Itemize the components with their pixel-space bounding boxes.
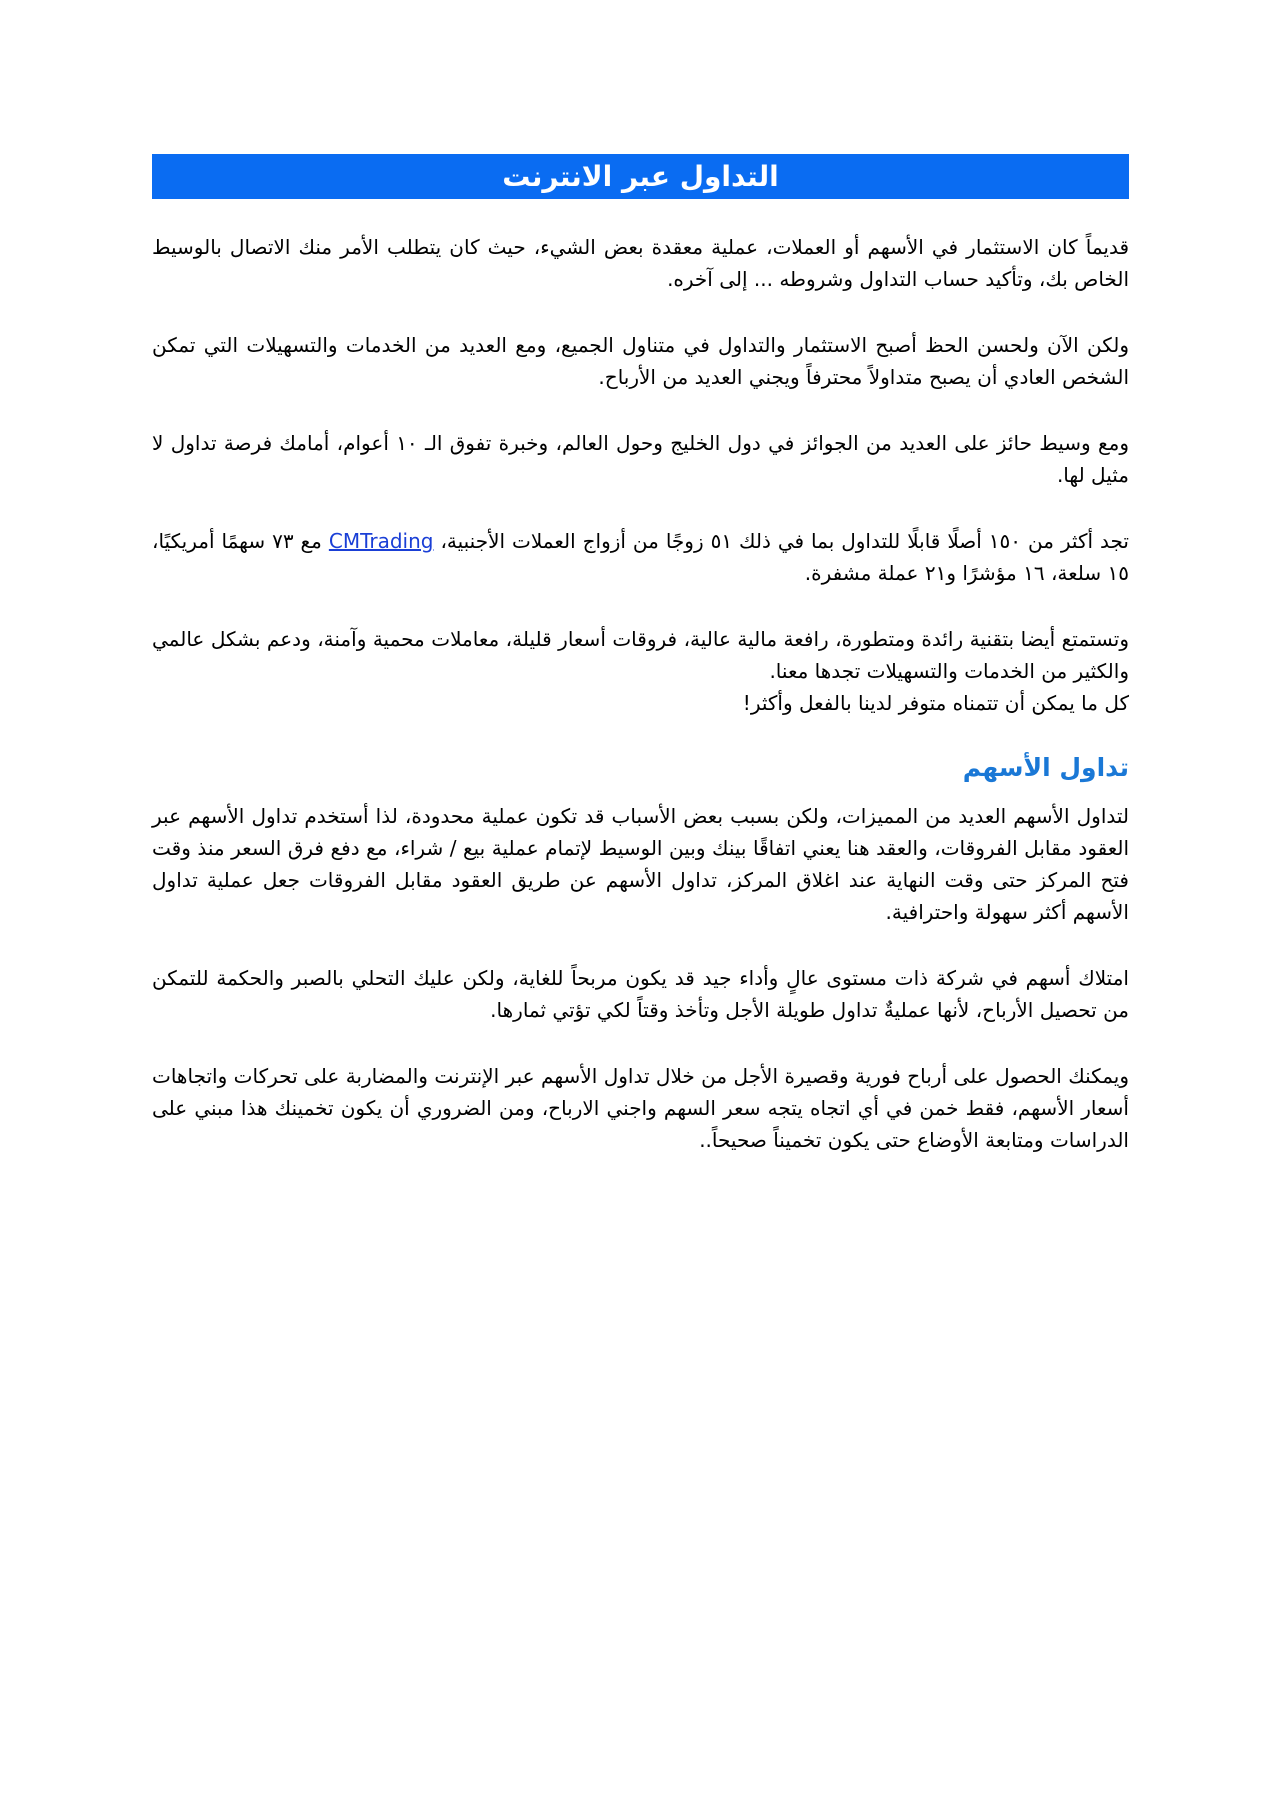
document-title: التداول عبر الانترنت [502,160,779,193]
document-page [152,154,1129,1156]
section-heading-stock-trading: تداول الأسهم [962,753,1129,782]
cmtrading-paragraph-after: مع ٧٣ سهمًا أمريكيًا، ١٥ سلعة، ١٦ مؤشرًا و٢١ عملة مشفرة. [152,529,1129,585]
cmtrading-paragraph-before: تجد أكثر من ١٥٠ أصلًا قابلًا للتداول بما في ذلك ٥١ زوجًا من أزواج العملات الأجنبية، [433,529,1129,553]
stock-paragraph-3: ويمكنك الحصول على أرباح فورية وقصيرة الأجل من خلال تداول الأسهم عبر الإنترنت والمضاربة على تحركات واتجاهات أسعار الأسهم، فقط خمن في أي اتجاه يتجه سعر السهم واجني الارباح، ومن الضروري أن يكون تخمينك هذا مبني على الدراسات ومتابعة الأوضاع حتى يكون تخميناً صحيحاً.. [152,1064,1129,1152]
cmtrading-link[interactable]: CMTrading [328,529,434,553]
document-title-bar [152,154,1129,199]
features-paragraph-line-1: وتستمتع أيضا بتقنية رائدة ومتطورة، رافعة مالية عالية، فروقات أسعار قليلة، معاملات محمية وآمنة، ودعم بشكل عالمي والكثير من الخدمات والتسهيلات تجدها معنا. [152,627,1129,683]
intro-paragraph-3: ومع وسيط حائز على العديد من الجوائز في دول الخليج وحول العالم، وخبرة تفوق الـ ١٠ أعوام، أمامك فرصة تداول لا مثيل لها. [152,431,1129,487]
intro-paragraph-1: قديماً كان الاستثمار في الأسهم أو العملات، عملية معقدة بعض الشيء، حيث كان يتطلب الأمر منك الاتصال بالوسيط الخاص بك، وتأكيد حساب التداول وشروطه ... إلى آخره. [152,235,1129,291]
features-paragraph [152,623,1129,719]
intro-paragraph-2: ولكن الآن ولحسن الحظ أصبح الاستثمار والتداول في متناول الجميع، ومع العديد من الخدمات والتسهيلات التي تمكن الشخص العادي أن يصبح متداولاً محترفاً ويجني العديد من الأرباح. [152,333,1129,389]
stock-paragraph-2: امتلاك أسهم في شركة ذات مستوى عالٍ وأداء جيد قد يكون مربحاً للغاية، ولكن عليك التحلي بالصبر والحكمة للتمكن من تحصيل الأرباح، لأنها عمليةٌ تداول طويلة الأجل وتأخذ وقتاً لكي تؤتي ثمارها. [152,966,1129,1022]
features-paragraph-line-2: كل ما يمكن أن تتمناه متوفر لدينا بالفعل وأكثر! [742,691,1129,715]
cmtrading-paragraph [152,525,1129,589]
stock-paragraph-1: لتداول الأسهم العديد من المميزات، ولكن بسبب بعض الأسباب قد تكون عملية محدودة، لذا أستخدم تداول الأسهم عبر العقود مقابل الفروقات، والعقد هنا يعني اتفاقًا بينك وبين الوسيط لإتمام عملية بيع / شراء، مع دفع فرق السعر منذ وقت فتح المركز حتى وقت النهاية عند اغلاق المركز، تداول الأسهم عن طريق العقود مقابل الفروقات جعل عملية تداول الأسهم أكثر سهولة واحترافية. [152,804,1129,924]
